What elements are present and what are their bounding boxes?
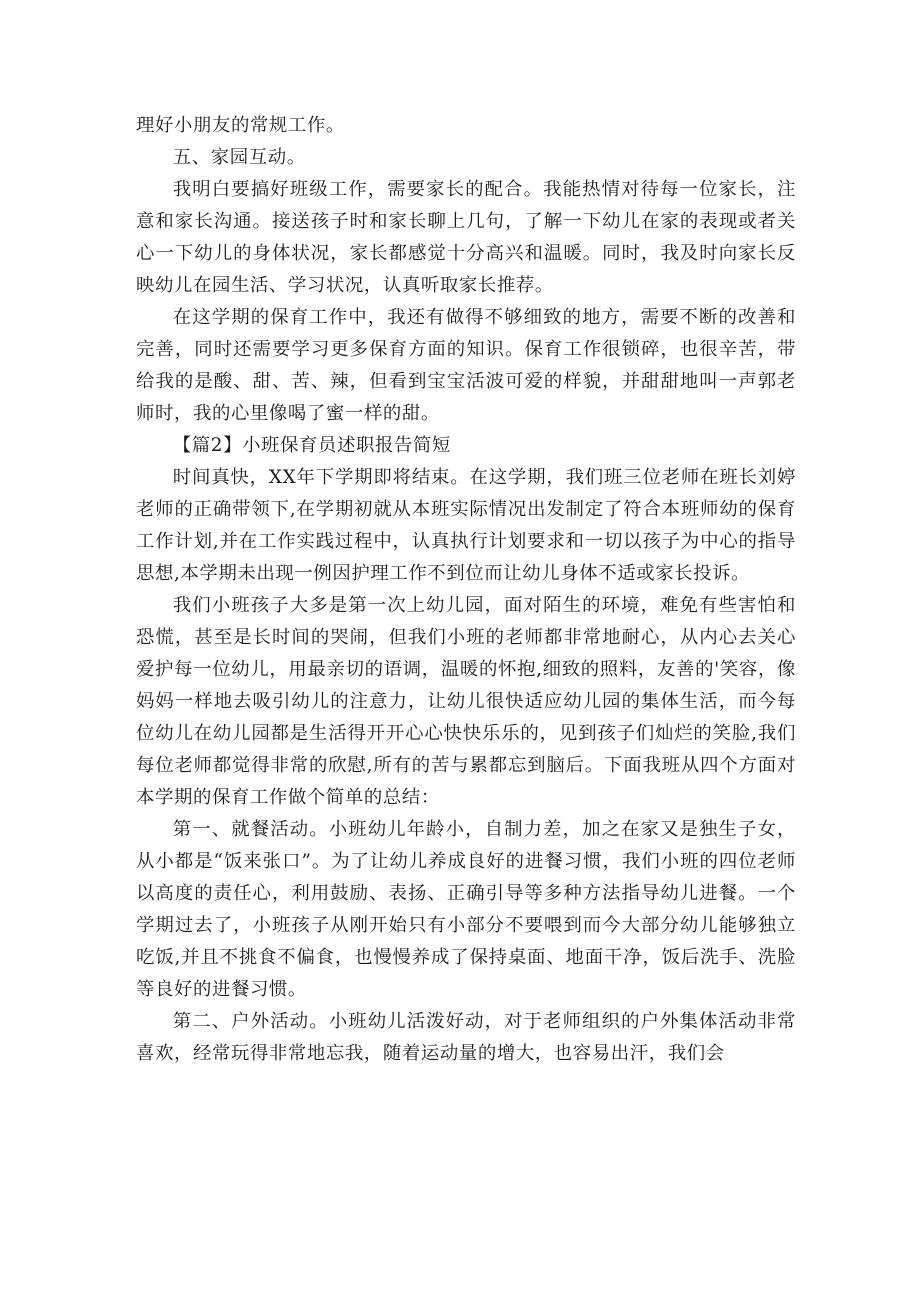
paragraph-semester-intro: 时间真快，XX年下学期即将结束。在这学期，我们班三位老师在班长刘婷老师的正确带领下,在学期初就从本班实际情况出发制定了符合本班师幼的保育工作计划,并在工作实践过程中，认真执行计划要求和一切以孩子为中心的指导思想,本学期未出现一例因护理工作不到位而让幼儿身体不适或家长投诉。 bbox=[136, 467, 796, 584]
section-heading-home-school: 五、家园互动。 bbox=[172, 147, 306, 168]
paragraph-new-children: 我们小班孩子大多是第一次上幼儿园，面对陌生的环境，难免有些害怕和恐慌，甚至是长时间的哭闹，但我们小班的老师都非常地耐心，从内心去关心爱护每一位幼儿，用最亲切的语调，温暖的怀抱,细致的照料，友善的'笑容，像妈妈一样地去吸引幼儿的注意力，让幼儿很快适应幼儿园的集体生活，而今每位幼儿在幼儿园都是生活得开开心心快快乐乐的，见到孩子们灿烂的笑脸,我们每位老师都觉得非常的欣慰,所有的苦与累都忘到脑后。下面我班从四个方面对本学期的保育工作做个简单的总结： bbox=[136, 595, 796, 808]
paragraph-parents-cooperation: 我明白要搞好班级工作，需要家长的配合。我能热情对待每一位家长，注意和家长沟通。接送孩子时和家长聊上几句，了解一下幼儿在家的表现或者关心一下幼儿的身体状况，家长都感觉十分高兴和温暖。同时，我及时向家长反映幼儿在园生活、学习状况，认真听取家长推荐。 bbox=[136, 179, 796, 296]
paragraph-outdoor-activity: 第二、户外活动。小班幼儿活泼好动，对于老师组织的户外集体活动非常喜欢，经常玩得非常地忘我，随着运动量的增大，也容易出汗，我们会 bbox=[136, 1011, 796, 1064]
document-body bbox=[136, 110, 796, 1070]
paragraph-semester-reflection: 在这学期的保育工作中，我还有做得不够细致的地方，需要不断的改善和完善，同时还需要学习更多保育方面的知识。保育工作很锁碎，也很辛苦，带给我的是酸、甜、苦、辣，但看到宝宝活波可爱的样貌，并甜甜地叫一声郭老师时，我的心里像喝了蜜一样的甜。 bbox=[136, 307, 796, 424]
article-heading-part2: 【篇2】小班保育员述职报告简短 bbox=[172, 435, 451, 456]
paragraph-continuation: 理好小朋友的常规工作。 bbox=[136, 115, 345, 136]
paragraph-dining-activity: 第一、就餐活动。小班幼儿年龄小，自制力差，加之在家又是独生子女，从小都是“饭来张口”。为了让幼儿养成良好的进餐习惯，我们小班的四位老师以高度的责任心，利用鼓励、表扬、正确引导等多种方法指导幼儿进餐。一个学期过去了，小班孩子从刚开始只有小部分不要喂到而今大部分幼儿能够独立吃饭,并且不挑食不偏食，也慢慢养成了保持桌面、地面干净，饭后洗手、洗脸等良好的进餐习惯。 bbox=[136, 819, 796, 1000]
